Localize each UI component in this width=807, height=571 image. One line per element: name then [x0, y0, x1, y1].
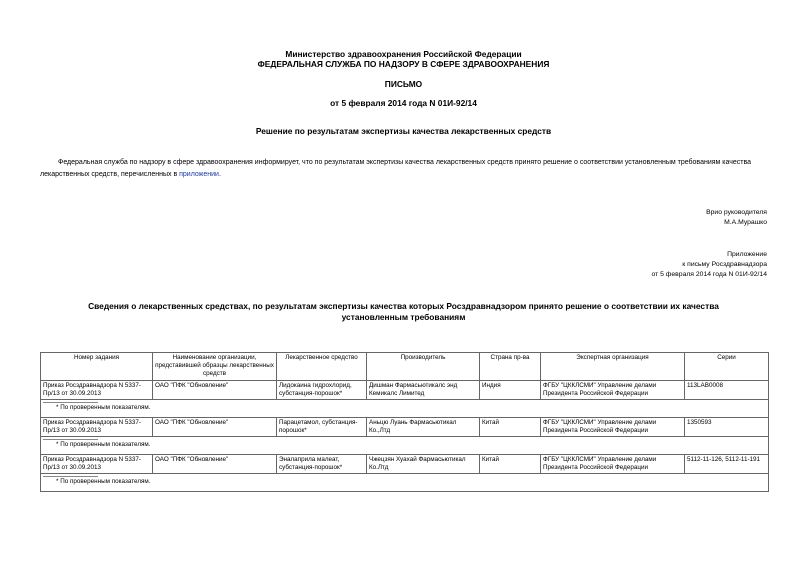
ministry-name: Министерство здравоохранения Российской Федерации: [285, 49, 522, 59]
cell-country: Индия: [480, 381, 541, 400]
drugs-table: [40, 352, 769, 492]
cell-expert: ФГБУ "ЦККЛСМИ" Управление делами Президента Российской Федерации: [541, 418, 685, 437]
col-header-task: Номер задания: [41, 353, 153, 381]
col-header-country: Страна пр-ва: [480, 353, 541, 381]
footnote-divider: [43, 476, 98, 477]
footnote-row: [41, 474, 769, 492]
appendix-label: Приложение: [727, 251, 767, 258]
appendix-ref: к письму Росздравнадзора: [682, 261, 767, 268]
doc-date-number: от 5 февраля 2014 года N 01И-92/14: [330, 98, 477, 108]
cell-drug: Эналаприла малеат, субстанция-порошок*: [277, 455, 367, 474]
footnote-cell: [41, 400, 769, 418]
footnote-cell: [41, 474, 769, 492]
service-name: ФЕДЕРАЛЬНАЯ СЛУЖБА ПО НАДЗОРУ В СФЕРЕ ЗДРАВООХРАНЕНИЯ: [257, 59, 550, 69]
signature-name: М.А.Мурашко: [724, 219, 767, 226]
cell-task: Приказ Росздравнадзора N 5337-Пр/13 от 30.09.2013: [41, 381, 153, 400]
footnote-text: * По проверенным показателям.: [56, 441, 151, 448]
footnote-cell: [41, 437, 769, 455]
intro-paragraph: [40, 157, 770, 181]
table-header-row: [41, 353, 769, 381]
cell-expert: ФГБУ "ЦККЛСМИ" Управление делами Президента Российской Федерации: [541, 381, 685, 400]
cell-series: 113LAB0008: [685, 381, 769, 400]
cell-drug: Лидокаина гидрохлорид, субстанция-порошок*: [277, 381, 367, 400]
col-header-expert: Экспертная организация: [541, 353, 685, 381]
cell-country: Китай: [480, 455, 541, 474]
cell-task: Приказ Росздравнадзора N 5337-Пр/13 от 30.09.2013: [41, 455, 153, 474]
doc-subject: Решение по результатам экспертизы качества лекарственных средств: [255, 126, 552, 136]
col-header-org: Наименование организации, представившей образцы лекарственных средств: [153, 353, 277, 381]
footnote-text: * По проверенным показателям.: [56, 404, 151, 411]
cell-task: Приказ Росздравнадзора N 5337-Пр/13 от 30.09.2013: [41, 418, 153, 437]
footnote-text: * По проверенным показателям.: [56, 478, 151, 485]
col-header-drug: Лекарственное средство: [277, 353, 367, 381]
footnote-row: [41, 400, 769, 418]
cell-org: ОАО "ПФК "Обновление": [153, 418, 277, 437]
cell-maker: Дишман Фармасьютикалс энд Кемикалс Лимитед: [367, 381, 480, 400]
cell-org: ОАО "ПФК "Обновление": [153, 455, 277, 474]
cell-series: 5112-11-126, 5112-11-191: [685, 455, 769, 474]
intro-text: Федеральная служба по надзору в сфере здравоохранения информирует, что по результатам экспертизы качества лекарственных средств принято решение о соответствии установленным требованиям качества лекарственных средств, перечисленных в: [40, 159, 752, 178]
cell-org: ОАО "ПФК "Обновление": [153, 381, 277, 400]
cell-drug: Парацетамол, субстанция-порошок*: [277, 418, 367, 437]
appendix-date-number: от 5 февраля 2014 года N 01И-92/14: [651, 271, 767, 278]
intro-end: .: [218, 171, 221, 178]
cell-maker: Аньцю Луань Фармасьютикал Ко.,Лтд: [367, 418, 480, 437]
table-row: [41, 455, 769, 474]
footnote-row: [41, 437, 769, 455]
signature-position: Врио руководителя: [706, 209, 767, 216]
footnote-divider: [43, 402, 98, 403]
doc-type: ПИСЬМО: [384, 79, 423, 89]
table-title-line2: установленным требованиям: [341, 312, 466, 322]
cell-maker: Чжецзян Хуахай Фармасьютикал Ко.Лтд: [367, 455, 480, 474]
table-row: [41, 381, 769, 400]
cell-series: 1350593: [685, 418, 769, 437]
table-row: [41, 418, 769, 437]
col-header-maker: Производитель: [367, 353, 480, 381]
footnote-divider: [43, 439, 98, 440]
cell-country: Китай: [480, 418, 541, 437]
appendix-link[interactable]: приложении: [179, 171, 219, 178]
table-title-line1: Сведения о лекарственных средствах, по результатам экспертизы качества которых Росздравнадзором принято решение о соответствии их качества: [88, 301, 719, 311]
cell-expert: ФГБУ "ЦККЛСМИ" Управление делами Президента Российской Федерации: [541, 455, 685, 474]
col-header-series: Серии: [685, 353, 769, 381]
